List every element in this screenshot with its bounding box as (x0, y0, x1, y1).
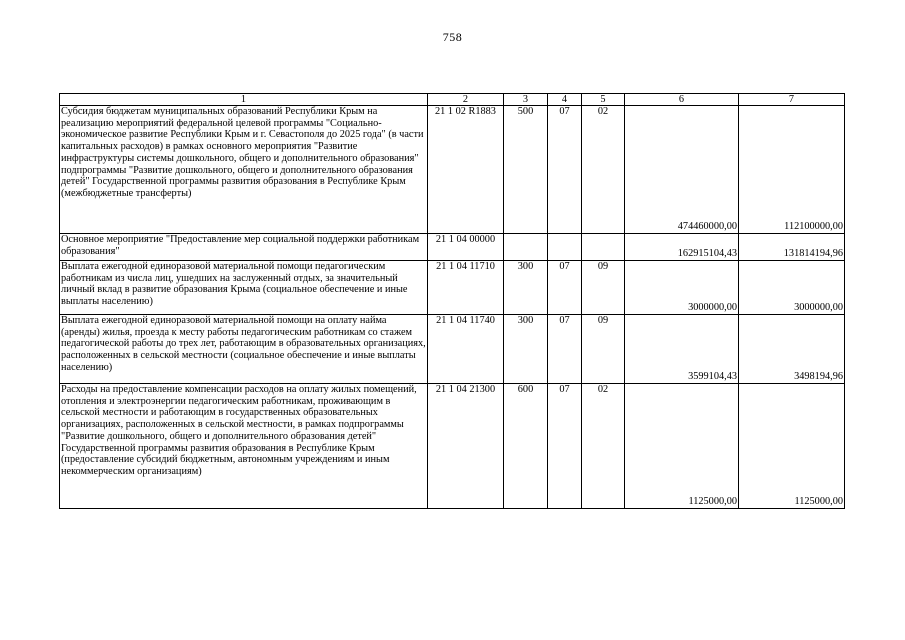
row-col5: 02 (582, 384, 625, 509)
row-description: Выплата ежегодной единоразовой материальной помощи на оплату найма (аренды) жилья, проезда к месту работы педагогическим работникам со стажем педагогической работы до трех лет, работающим в образовательных организациях, расположенных в сельской местности (социальное обеспечение и иные выплаты населению) (60, 315, 428, 384)
table-row (60, 234, 845, 261)
row-amount-6: 3000000,00 (625, 261, 739, 315)
column-header: 2 (428, 94, 504, 106)
column-header: 5 (582, 94, 625, 106)
row-col4 (548, 234, 582, 261)
row-col4: 07 (548, 261, 582, 315)
column-header: 1 (60, 94, 428, 106)
budget-table (59, 93, 845, 509)
row-amount-6: 474460000,00 (625, 106, 739, 234)
row-col5 (582, 234, 625, 261)
row-col5: 09 (582, 261, 625, 315)
column-header: 4 (548, 94, 582, 106)
row-amount-7: 3000000,00 (739, 261, 845, 315)
row-col4: 07 (548, 315, 582, 384)
row-col3: 300 (504, 315, 548, 384)
table-row (60, 106, 845, 234)
row-col5: 09 (582, 315, 625, 384)
row-col4: 07 (548, 384, 582, 509)
row-col4: 07 (548, 106, 582, 234)
table-row (60, 261, 845, 315)
table-row (60, 384, 845, 509)
page-number: 758 (442, 30, 463, 44)
table-header-row (60, 94, 845, 106)
row-amount-6: 162915104,43 (625, 234, 739, 261)
row-description: Расходы на предоставление компенсации расходов на оплату жилых помещений, отопления и электроэнергии педагогическим работникам, проживающим в сельской местности и работающим в государственных образовательных организациях, расположенных в сельской местности, в рамках подпрограммы "Развитие дошкольного, общего и дополнительного образования детей" Государственной программы развития образования в Республике Крым (предоставление субсидий бюджетным, автономным учреждениям и иным некоммерческим организациям) (60, 384, 428, 509)
row-amount-7: 3498194,96 (739, 315, 845, 384)
table-row (60, 315, 845, 384)
row-col5: 02 (582, 106, 625, 234)
row-code: 21 1 04 00000 (428, 234, 504, 261)
row-col3 (504, 234, 548, 261)
row-description: Субсидия бюджетам муниципальных образований Республики Крым на реализацию мероприятий федеральной целевой программы "Социально-экономическое развитие Республики Крым и г. Севастополя до 2025 года" (в части капитальных расходов) в рамках основного мероприятия "Развитие инфраструктуры системы дошкольного, общего и дополнительного образования" подпрограммы "Развитие дошкольного, общего и дополнительного образования детей" Государственной программы развития образования в Республике Крым (межбюджетные трансферты) (60, 106, 428, 234)
row-amount-6: 1125000,00 (625, 384, 739, 509)
row-description: Выплата ежегодной единоразовой материальной помощи педагогическим работникам из числа лиц, ушедших на заслуженный отдых, за значительный личный вклад в развитие образования Крыма (социальное обеспечение и иные выплаты населению) (60, 261, 428, 315)
row-code: 21 1 04 11740 (428, 315, 504, 384)
row-description: Основное мероприятие "Предоставление мер социальной поддержки работникам образования" (60, 234, 428, 261)
row-col3: 500 (504, 106, 548, 234)
column-header: 7 (739, 94, 845, 106)
row-amount-7: 131814194,96 (739, 234, 845, 261)
row-amount-6: 3599104,43 (625, 315, 739, 384)
column-header: 6 (625, 94, 739, 106)
row-code: 21 1 04 11710 (428, 261, 504, 315)
row-code: 21 1 04 21300 (428, 384, 504, 509)
row-amount-7: 112100000,00 (739, 106, 845, 234)
row-code: 21 1 02 R1883 (428, 106, 504, 234)
column-header: 3 (504, 94, 548, 106)
row-col3: 300 (504, 261, 548, 315)
row-amount-7: 1125000,00 (739, 384, 845, 509)
row-col3: 600 (504, 384, 548, 509)
